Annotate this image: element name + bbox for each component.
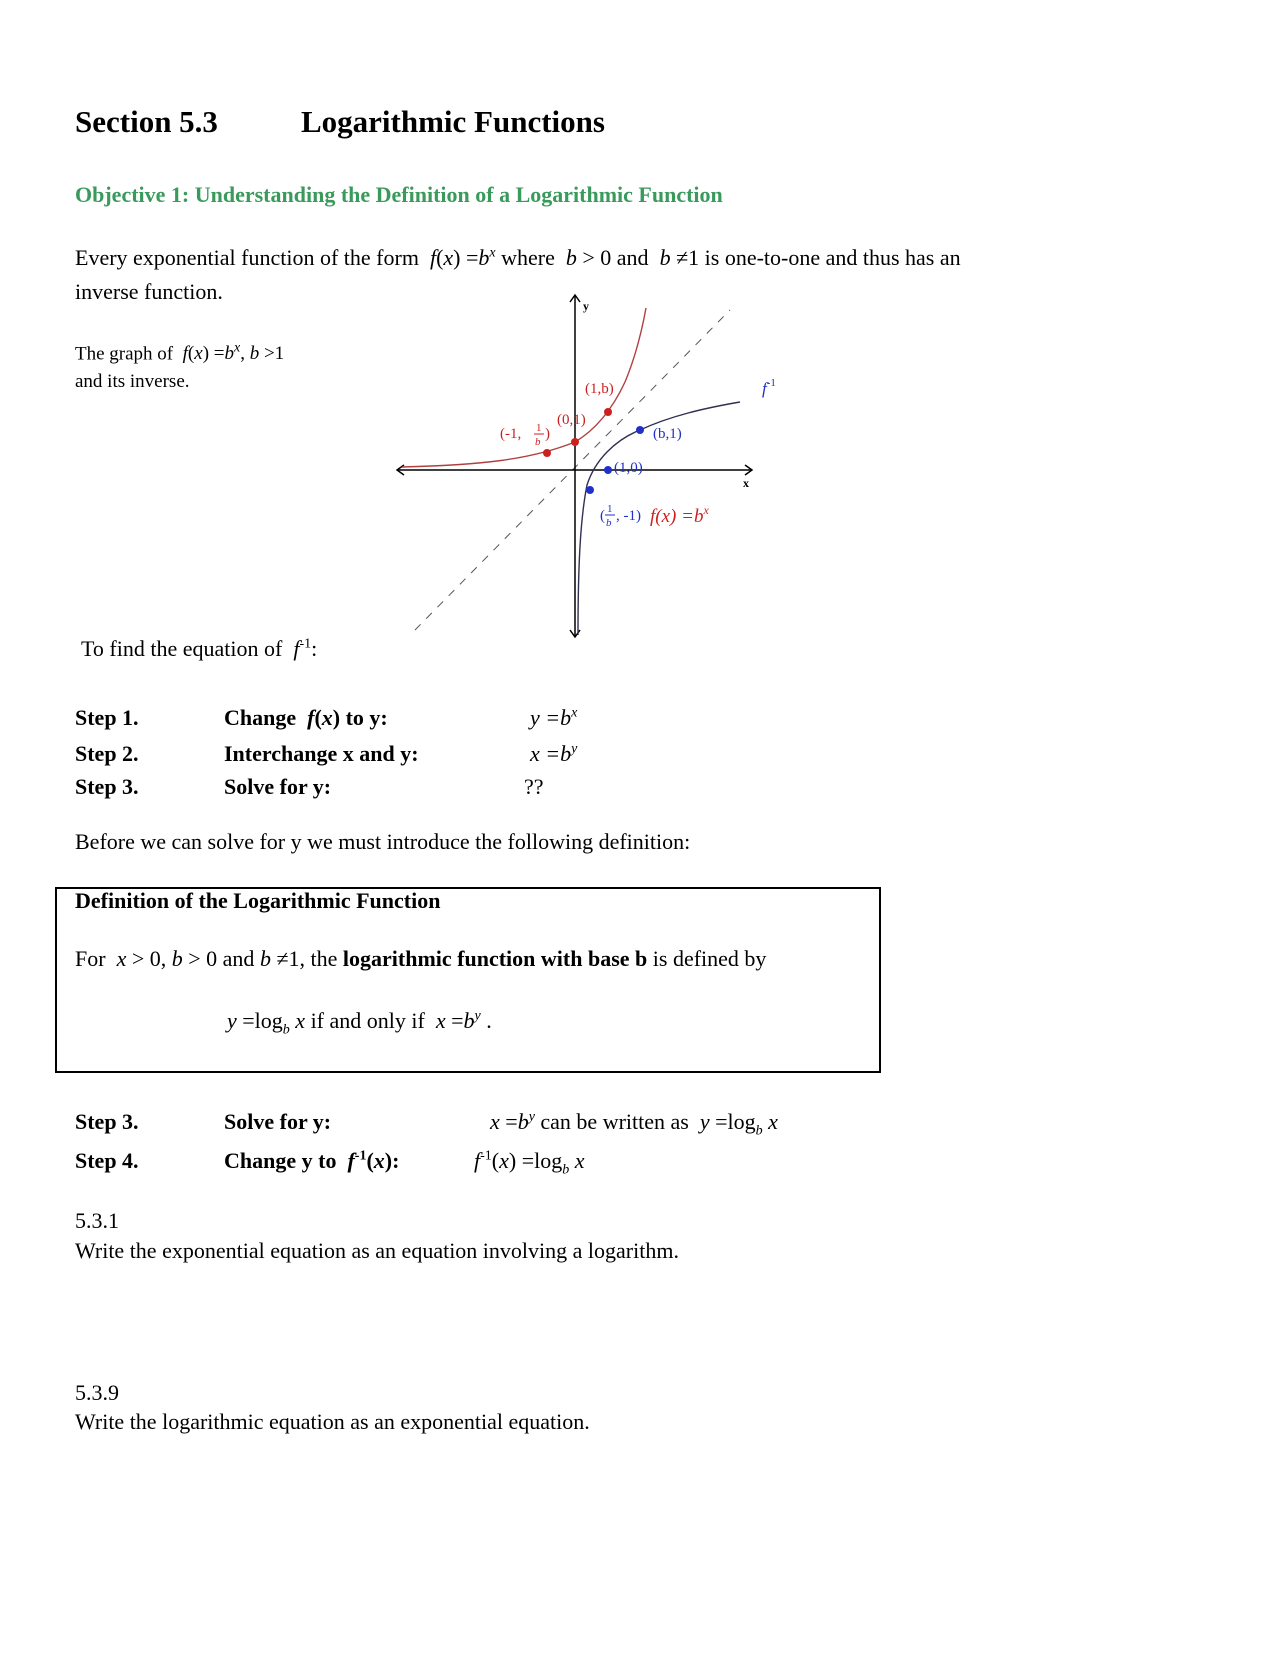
step-3-label: Step 3. bbox=[75, 774, 139, 799]
def-conditions-2: b ≠1 bbox=[259, 946, 300, 971]
step-4-equation: $f^{-1}(x) =\log_b$ x bbox=[474, 1148, 585, 1178]
intro-text-2: is one-to-one and thus has an bbox=[704, 245, 961, 270]
label-frac-suffix: , -1) bbox=[616, 508, 641, 524]
graph-caption-line-2: and its inverse. bbox=[75, 371, 190, 392]
svg-text:1: 1 bbox=[536, 422, 542, 434]
def-bold-phrase: logarithmic function with base b bbox=[342, 946, 648, 971]
step-4-desc-text: Change y to bbox=[224, 1148, 337, 1173]
point-1b-neg1 bbox=[586, 486, 594, 494]
svg-text:1: 1 bbox=[607, 503, 613, 515]
step-3-desc: Solve for y: bbox=[224, 774, 332, 799]
step-4-finv: $f^{-1}(x)$: bbox=[341, 1148, 400, 1173]
label-frac-fraction bbox=[605, 503, 615, 529]
def-log-form: $y =\log_b$ x bbox=[227, 1008, 306, 1038]
svg-text:b: b bbox=[535, 436, 541, 448]
definition-statement bbox=[75, 946, 766, 972]
graph-caption-line-1 bbox=[75, 341, 284, 365]
step-1-equation: $y =b^x$ bbox=[530, 705, 578, 730]
step-3b-log: $y =\log_b$ x bbox=[694, 1109, 778, 1139]
step-1-desc bbox=[224, 705, 388, 731]
point-1-b bbox=[604, 408, 612, 416]
find-equation-finv: $f^{-1}$: bbox=[287, 636, 318, 661]
point-1-0 bbox=[604, 466, 612, 474]
intro-bgt0-math: b > 0 bbox=[560, 245, 612, 270]
intro-line-2: inverse function. bbox=[75, 279, 223, 304]
exercise-2-text: Write the logarithmic equation as an exponential equation. bbox=[75, 1409, 590, 1434]
objective-heading: Objective 1: Understanding the Definition of a Logarithmic Function bbox=[75, 182, 723, 207]
step-2-label: Step 2. bbox=[75, 741, 139, 766]
label-neg1-suffix: ) bbox=[545, 426, 550, 442]
def-exp-form: $x =b^y$ . bbox=[430, 1008, 492, 1033]
function-graph bbox=[390, 290, 810, 650]
step-1-label: Step 1. bbox=[75, 705, 139, 730]
def-the: , the bbox=[299, 946, 338, 971]
step-1-desc-text: Change bbox=[224, 705, 297, 730]
label-b-1: (b,1) bbox=[653, 426, 682, 442]
exercise-2-number: 5.3.9 bbox=[75, 1380, 119, 1405]
step-2-equation: $x =b^y$ bbox=[530, 741, 578, 766]
label-0-1: (0,1) bbox=[557, 412, 586, 428]
intro-fx-math: $f(x) =b^x$ bbox=[424, 245, 496, 270]
definition-formula bbox=[227, 1008, 492, 1038]
label-1-0: (1,0) bbox=[614, 460, 643, 476]
step-1-fx: f(x) bbox=[301, 705, 341, 730]
step-3b-exp: $x =b^y$ bbox=[490, 1109, 535, 1134]
label-neg1-fraction bbox=[534, 422, 544, 448]
point-0-1 bbox=[571, 438, 579, 446]
step-1-desc-tail: to y: bbox=[345, 705, 388, 730]
label-1-b: (1,b) bbox=[585, 381, 614, 397]
definition-box bbox=[55, 887, 881, 1073]
definition-title: Definition of the Logarithmic Function bbox=[75, 888, 441, 913]
label-fx: $f(x) =b^x$ bbox=[650, 503, 709, 527]
find-equation-line bbox=[81, 636, 317, 662]
intro-where: where bbox=[501, 245, 555, 270]
def-and: and bbox=[222, 946, 255, 971]
label-neg1-prefix: (-1, bbox=[500, 426, 522, 442]
def-iff: if and only if bbox=[310, 1008, 425, 1033]
step-3b-label: Step 3. bbox=[75, 1109, 139, 1134]
intro-paragraph bbox=[75, 245, 961, 271]
step-3b-desc: Solve for y: bbox=[224, 1109, 332, 1134]
label-frac-prefix: ( bbox=[600, 508, 605, 524]
point-neg1-1b bbox=[543, 449, 551, 457]
step-2-desc: Interchange x and y: bbox=[224, 741, 419, 766]
step-4-desc bbox=[224, 1148, 399, 1174]
point-b-1 bbox=[636, 426, 644, 434]
step-3b-mid: can be written as bbox=[540, 1109, 689, 1134]
def-conditions-1: x > 0, b > 0 bbox=[111, 946, 218, 971]
section-number: Section 5.3 bbox=[75, 104, 218, 139]
intro-bneq1-math: b ≠1 bbox=[654, 245, 700, 270]
exercise-1-text: Write the exponential equation as an equation involving a logarithm. bbox=[75, 1238, 679, 1263]
find-equation-text: To find the equation of bbox=[81, 636, 283, 661]
before-definition-text: Before we can solve for y we must introduce the following definition: bbox=[75, 829, 691, 854]
section-title: Logarithmic Functions bbox=[301, 104, 605, 139]
step-4-label: Step 4. bbox=[75, 1148, 139, 1173]
y-axis-label: y bbox=[583, 299, 589, 313]
step-3b-equation bbox=[490, 1109, 778, 1139]
svg-text:b: b bbox=[606, 517, 612, 529]
step-3-equation: ?? bbox=[524, 774, 544, 799]
def-tail: is defined by bbox=[652, 946, 767, 971]
caption-text: The graph of bbox=[75, 343, 174, 365]
caption-math: $f(x) =b^x$, b >1 bbox=[177, 341, 285, 365]
exercise-1-number: 5.3.1 bbox=[75, 1208, 119, 1233]
def-for: For bbox=[75, 946, 106, 971]
intro-text-1: Every exponential function of the form bbox=[75, 245, 419, 270]
finv-label: $f^{-1}$ bbox=[762, 377, 776, 398]
x-axis-label: x bbox=[743, 476, 749, 490]
intro-and: and bbox=[616, 245, 649, 270]
